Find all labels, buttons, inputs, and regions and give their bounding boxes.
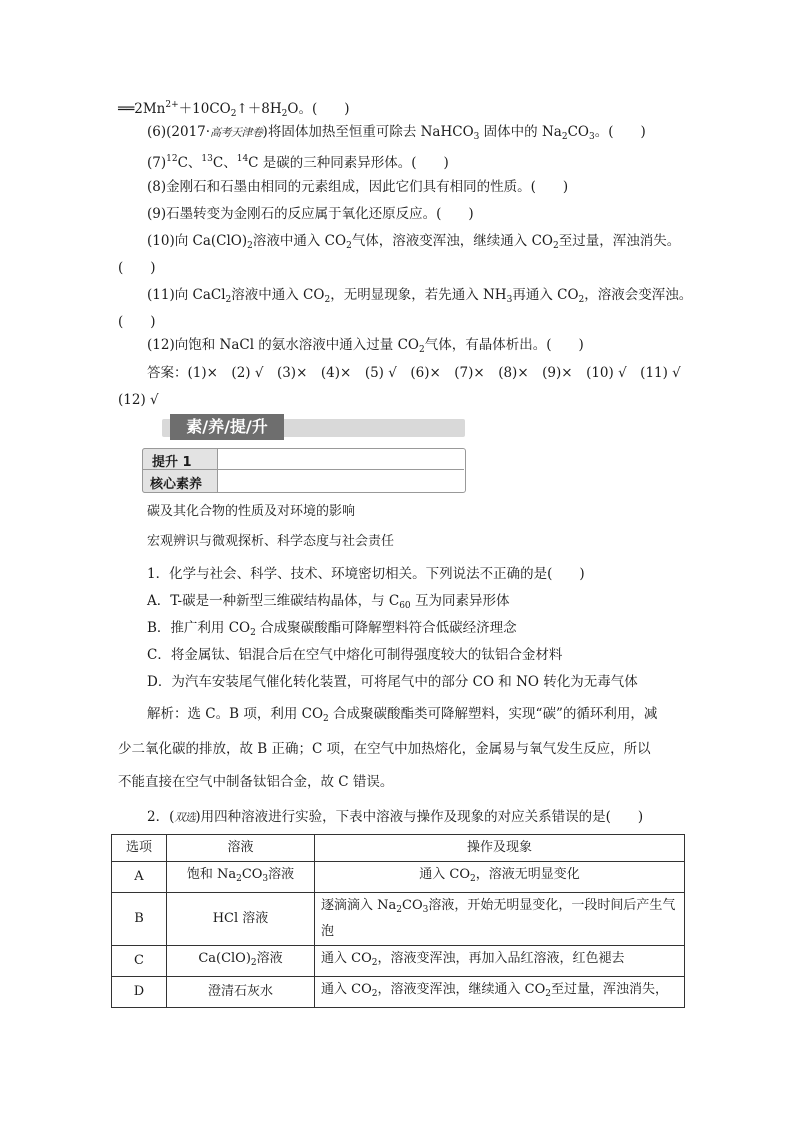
q7-text: C 是碳的三种同素异形体。( ) [248,155,449,171]
cell-text: 泡 [321,924,335,939]
q11-text: 再通入 CO [512,287,579,303]
q11-text: ，溶液会变浑浊。 [584,287,693,303]
source-label: 高考天津卷 [210,126,263,139]
q1-explanation-3: 不能直接在空气中制备钛铝合金，故 C 错误。 [118,774,394,790]
q2-stem [147,808,643,827]
q1-stem: 1．化学与社会、科学、技术、环境密切相关。下列说法不正确的是( ) [147,566,585,582]
eq-text: O。( ) [287,101,350,117]
table-header-row [112,835,685,862]
q7-text: C、 [177,155,202,171]
cell-text: 通入 CO [321,982,372,997]
answer-blank: ( ) [118,314,156,330]
q6-sub: 2 [561,132,568,142]
q11-sub: 2 [225,295,232,305]
cell-text: 溶液 [268,867,295,882]
table-cell [315,893,685,946]
q10-text: 气体，溶液变浑浊，继续通入 CO [351,233,554,249]
eq-text: ↑＋8H [236,101,282,117]
question-9: (9)石墨转变为金刚石的反应属于氧化还原反应。( ) [147,206,474,222]
table-cell [315,862,685,893]
exp-text: 解析：选 C。B 项，利用 CO [147,706,324,722]
q10-sub: 2 [346,241,352,251]
cell-text: 溶液 [256,951,283,966]
q7-sup: 13 [201,154,213,164]
eq-sub: 2 [281,109,288,119]
q10-text: 至过量，浑浊消失。 [558,233,681,249]
table-cell: A [112,862,167,893]
opt-text: B．推广利用 CO [147,620,251,636]
opt-text: A．T-碳是一种新型三维碳结构晶体，与 C [147,593,400,609]
q6-text: 。( ) [594,124,646,140]
equation-line [118,96,350,123]
eq-sub: 2 [230,109,237,119]
q12-text: 气体，有晶体析出。( ) [424,337,584,353]
q11-sub: 2 [324,295,331,305]
cell-text: 溶液，开始无明显变化，一段时间后产生气 [428,898,676,913]
table-row [112,862,685,893]
cell-text: 饱和 Na [186,867,237,882]
q10-text: 溶液中通入 CO [252,233,347,249]
cell-sub: 2 [545,989,551,999]
question-7 [147,150,449,172]
section-banner-title: 素/养/提/升 [170,414,284,440]
q10-sub: 2 [553,241,559,251]
question-10 [147,232,680,255]
q7-text: C、 [212,155,237,171]
q11-text: 溶液中通入 CO [231,287,325,303]
answer-line-2: (12) √ [118,392,159,408]
q7-sup: 12 [166,154,178,164]
cell-text: CO [241,867,263,882]
literacy-line: 宏观辨识与微观探析、科学态度与社会责任 [147,534,395,549]
cell-sub: 2 [236,874,242,884]
table-cell [315,946,685,977]
q2-text: 2．( [147,809,175,825]
opt-sub: 60 [399,601,411,611]
table-row [112,946,685,977]
q11-text: (11)向 CaCl [147,287,226,303]
table-cell [167,946,315,977]
q10-sub: 2 [247,241,253,251]
table-header: 溶液 [167,835,315,862]
q6-sub: 3 [473,132,480,142]
q6-text: )将固体加热至恒重可除去 NaHCO [262,124,474,140]
table-cell: HCl 溶液 [167,893,315,946]
table-header: 操作及现象 [315,835,685,862]
table-cell [315,977,685,1008]
q6-text: (6)(2017· [147,124,211,140]
table-cell [167,862,315,893]
cell-text: 逐滴滴入 Na [321,898,397,913]
q12-text: (12)向饱和 NaCl 的氨水溶液中通入过量 CO [147,337,419,353]
q7-sup: 14 [236,154,249,164]
eq-sup: 2+ [165,100,179,110]
cell-sub: 2 [470,874,476,884]
table-cell: B [112,893,167,946]
q1-explanation-2: 少二氧化碳的排放，故 B 正确；C 项，在空气中加热熔化，金属易与氧气发生反应，所以 [118,741,651,757]
table-header: 选项 [112,835,167,862]
cell-text: 通入 CO [419,867,470,882]
cell-text: ，溶液变浑浊，继续通入 CO [377,982,546,997]
cell-sub: 2 [371,989,378,999]
cell-text: CO [402,898,423,913]
q11-text: ，无明显现象，若先通入 NH [330,287,507,303]
q10-text: (10)向 Ca(ClO) [147,233,248,249]
q1-option-b [147,619,517,642]
cell-text: ，溶液无明显变化 [475,867,580,882]
table-cell: C [112,946,167,977]
q6-sub: 3 [588,132,595,142]
opt-text: 合成聚碳酸酯可降解塑料符合低碳经济理念 [255,620,517,636]
source-label: 双选 [174,811,196,824]
cell-sub: 2 [396,905,402,915]
topic-title: 碳及其化合物的性质及对环境的影响 [147,504,356,519]
q1-option-d: D．为汽车安装尾气催化转化装置，可将尾气中的部分 CO 和 NO 转化为无毒气体 [147,674,638,690]
opt-text: 互为同素异形体 [410,593,510,609]
cell-text: 通入 CO [321,951,372,966]
question-12 [147,336,584,359]
cell-sub: 3 [262,874,269,884]
tag-bottom-label: 核心素养 [150,477,203,492]
table-cell: D [112,977,167,1008]
cell-sub: 2 [371,958,378,968]
tag-top-label: 提升 1 [152,455,192,470]
table-row [112,893,685,946]
q1-option-c: C．将金属钛、铝混合后在空气中熔化可制得强度较大的钛铝合金材料 [147,647,563,663]
table-row [112,977,685,1008]
exp-sub: 2 [323,714,329,724]
eq-text: ══2Mn [118,101,166,117]
q1-option-a [147,592,509,615]
q6-text: 固体中的 Na [479,124,562,140]
q6-text: CO [567,124,589,140]
question-8: (8)金刚石和石墨由相同的元素组成，因此它们具有相同的性质。( ) [147,179,569,195]
q12-sub: 2 [419,345,425,355]
q11-sub: 3 [506,295,513,305]
cell-text: Ca(ClO) [198,951,251,966]
eq-text: ＋10CO [178,101,231,117]
q2-text: )用四种溶液进行实验，下表中溶液与操作及现象的对应关系错误的是( ) [195,809,644,825]
question-6 [147,123,646,146]
exp-text: 合成聚碳酸酯类可降解塑料，实现“碳”的循环利用，减 [328,706,658,722]
q7-text: (7) [147,155,167,171]
cell-sub: 2 [250,958,257,968]
cell-text: ，溶液变浑浊，再加入品红溶液，红色褪去 [377,951,625,966]
opt-sub: 2 [250,628,256,638]
data-table [111,834,685,1008]
cell-text: 至过量，浑浊消失， [550,982,668,997]
q1-explanation [147,705,657,728]
answer-blank: ( ) [118,260,156,276]
question-11 [147,286,692,309]
q11-sub: 2 [578,295,585,305]
table-cell: 澄清石灰水 [167,977,315,1008]
cell-sub: 3 [422,905,429,915]
answer-line: 答案：(1)× (2) √ (3)× (4)× (5) √ (6)× (7)× (8)× (9)× (10) √ (11) √ [147,365,681,381]
